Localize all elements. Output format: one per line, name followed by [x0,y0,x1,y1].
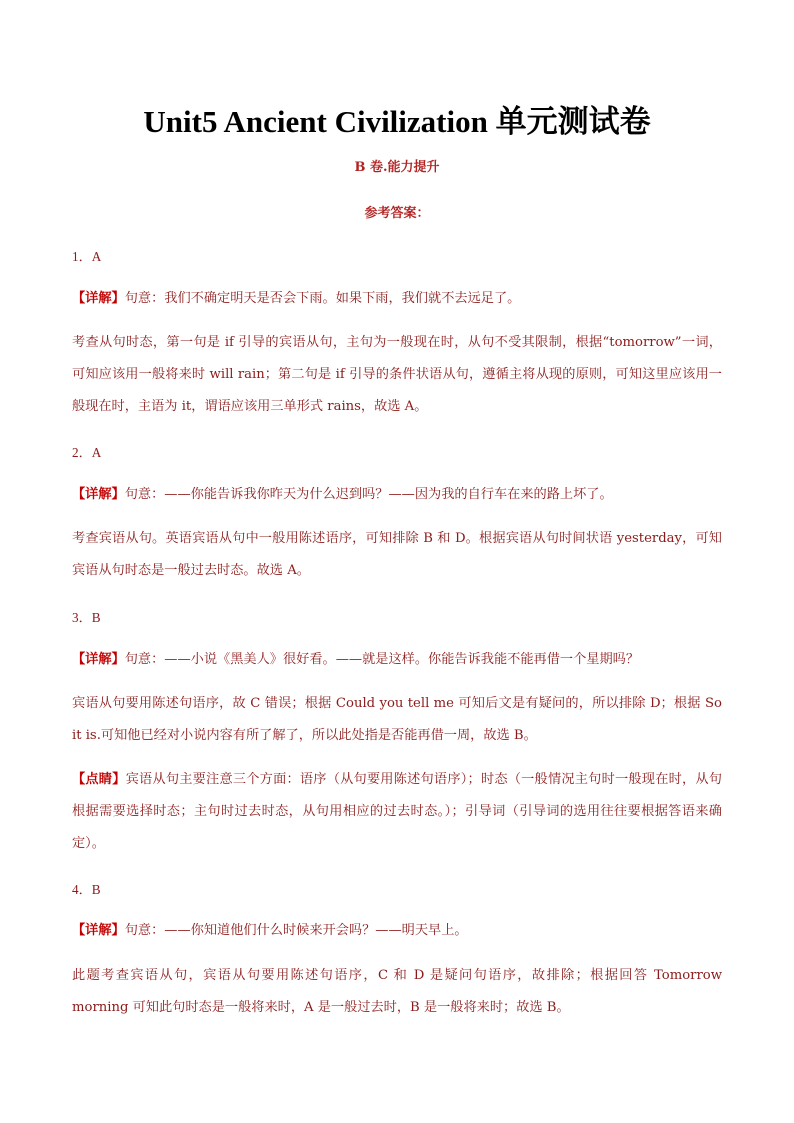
page-title: Unit5 Ancient Civilization 单元测试卷 [143,104,651,139]
point-tag: 【点睛】 [72,772,126,787]
question-3-explanation: 宾语从句要用陈述句语序，故 C 错误；根据 Could you tell me 可知后文是有疑问的，所以排除 D；根据 So it is.可知他已经对小说内容有所了解了，所以此处指是否能再借一周，故选 B。 [72,696,722,743]
question-1-explanation: 考查从句时态，第一句是 if 引导的宾语从句，主句为一般现在时，从句不受其限制，根据“tomorrow”一词，可知应该用一般将来时 will rain；第二句是 if 引导的条件状语从句，遵循主将从现的原则，可知这里应该用一般现在时，主语为 it，谓语应该用三单形式 rains，故选 A。 [72,335,722,414]
question-3-point [72,764,722,860]
detail-tag: 【详解】 [72,652,125,667]
question-1-detail [72,283,722,315]
question-1-number: 1．A [72,249,102,264]
question-4-explanation: 此题考查宾语从句，宾语从句要用陈述句语序，C 和 D 是疑问句语序，故排除；根据回答 Tomorrow morning 可知此句时态是一般将来时，A 是一般过去时，B 是一般将来时；故选 B。 [72,968,722,1015]
detail-tag: 【详解】 [72,487,125,502]
paper-subtitle: B 卷.能力提升 [354,160,440,175]
detail-text: 句意：——你能告诉我你昨天为什么迟到吗？——因为我的自行车在来的路上坏了。 [124,487,613,502]
question-2-number: 2．A [72,445,102,460]
question-3-detail [72,644,722,676]
detail-text: 句意：——小说《黑美人》很好看。——就是这样。你能告诉我能不能再借一个星期吗？ [124,652,640,667]
question-2-explanation: 考查宾语从句。英语宾语从句中一般用陈述语序，可知排除 B 和 D。根据宾语从句时间状语 yesterday，可知宾语从句时态是一般过去时态。故选 A。 [72,531,722,578]
point-text: 宾语从句主要注意三个方面：语序（从句要用陈述句语序）；时态（一般情况主句时一般现在时，从句根据需要选择时态；主句时过去时态，从句用相应的过去时态。）；引导词（引导词的选用往往要根据答语来确定）。 [72,772,722,851]
detail-text: 句意：——你知道他们什么时候来开会吗？——明天早上。 [124,923,468,938]
answer-heading: 参考答案： [364,206,430,221]
question-3-number: 3．B [72,610,101,625]
question-4-detail [72,915,722,947]
question-2-detail [72,479,722,511]
detail-tag: 【详解】 [72,923,125,938]
question-4-number: 4．B [72,882,101,897]
detail-text: 句意：我们不确定明天是否会下雨。如果下雨，我们就不去远足了。 [124,291,521,306]
detail-tag: 【详解】 [72,291,125,306]
